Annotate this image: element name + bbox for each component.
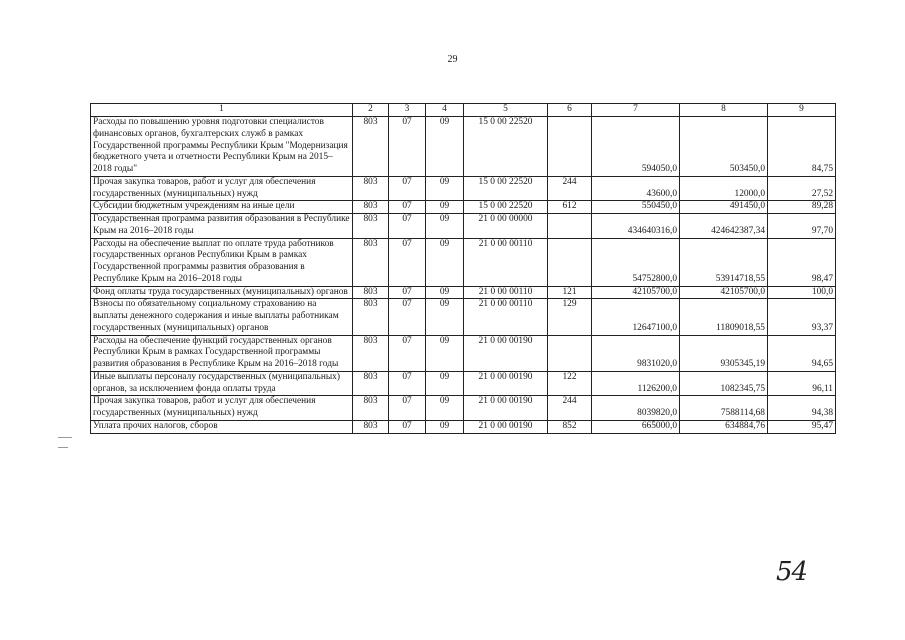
col-ministry-code: 803 [353, 299, 389, 335]
col-section: 07 [389, 117, 426, 177]
col-percent: 94,65 [768, 335, 836, 371]
table-row [91, 299, 836, 335]
col-plan-amount: 8039820,0 [592, 396, 680, 421]
col-ministry-code: 803 [353, 214, 389, 239]
column-header: 8 [680, 104, 768, 117]
col-expense-type: 244 [548, 176, 592, 201]
col-target-article: 21 0 00 00110 [464, 238, 548, 286]
table-row [91, 238, 836, 286]
row-description: Прочая закупка товаров, работ и услуг для обеспечения государственных (муниципальных) нужд [91, 176, 353, 201]
table-row [91, 420, 836, 433]
col-percent: 27,52 [768, 176, 836, 201]
table-row [91, 214, 836, 239]
col-ministry-code: 803 [353, 176, 389, 201]
col-expense-type: 244 [548, 396, 592, 421]
col-target-article: 15 0 00 22520 [464, 176, 548, 201]
col-percent: 100,0 [768, 286, 836, 299]
col-subsection: 09 [426, 420, 464, 433]
col-percent: 84,75 [768, 117, 836, 177]
table-body [91, 117, 836, 434]
margin-mark [58, 437, 72, 438]
row-description: Расходы на обеспечение функций государственных органов Республики Крым в рамках Государственной программы развития образования в Республике Крым на 2016–2018 годы [91, 335, 353, 371]
col-section: 07 [389, 201, 426, 214]
col-target-article: 21 0 00 00190 [464, 396, 548, 421]
col-actual-amount: 634884,76 [680, 420, 768, 433]
col-plan-amount: 550450,0 [592, 201, 680, 214]
col-actual-amount: 7588114,68 [680, 396, 768, 421]
col-subsection: 09 [426, 238, 464, 286]
col-section: 07 [389, 420, 426, 433]
col-expense-type: 121 [548, 286, 592, 299]
column-header: 5 [464, 104, 548, 117]
column-header: 3 [389, 104, 426, 117]
col-expense-type: 612 [548, 201, 592, 214]
col-subsection: 09 [426, 286, 464, 299]
table-row [91, 396, 836, 421]
col-plan-amount: 42105700,0 [592, 286, 680, 299]
col-actual-amount: 53914718,55 [680, 238, 768, 286]
col-subsection: 09 [426, 176, 464, 201]
col-actual-amount: 42105700,0 [680, 286, 768, 299]
col-actual-amount: 424642387,34 [680, 214, 768, 239]
col-ministry-code: 803 [353, 286, 389, 299]
col-percent: 96,11 [768, 371, 836, 396]
row-description: Расходы по повышению уровня подготовки специалистов финансовых органов, бухгалтерских служб в рамках Государственной программы Республики Крым "Модернизация бюджетного учета и отчетности Республики Крым на 2015–2018 годы" [91, 117, 353, 177]
col-plan-amount: 594050,0 [592, 117, 680, 177]
col-section: 07 [389, 238, 426, 286]
col-plan-amount: 43600,0 [592, 176, 680, 201]
col-plan-amount: 12647100,0 [592, 299, 680, 335]
col-expense-type [548, 117, 592, 177]
col-subsection: 09 [426, 201, 464, 214]
col-actual-amount: 503450,0 [680, 117, 768, 177]
col-target-article: 21 0 00 00190 [464, 420, 548, 433]
row-description: Прочая закупка товаров, работ и услуг для обеспечения государственных (муниципальных) нужд [91, 396, 353, 421]
col-ministry-code: 803 [353, 371, 389, 396]
col-ministry-code: 803 [353, 117, 389, 177]
col-section: 07 [389, 371, 426, 396]
col-expense-type [548, 335, 592, 371]
col-subsection: 09 [426, 335, 464, 371]
col-section: 07 [389, 335, 426, 371]
col-percent: 98,47 [768, 238, 836, 286]
table-row [91, 176, 836, 201]
col-subsection: 09 [426, 371, 464, 396]
col-expense-type [548, 214, 592, 239]
row-description: Взносы по обязательному социальному страхованию на выплаты денежного содержания и иные выплаты работникам государственных (муниципальных) органов [91, 299, 353, 335]
column-header: 9 [768, 104, 836, 117]
col-percent: 93,37 [768, 299, 836, 335]
page-number: 29 [447, 54, 458, 65]
col-subsection: 09 [426, 396, 464, 421]
col-section: 07 [389, 214, 426, 239]
col-actual-amount: 12000,0 [680, 176, 768, 201]
table-row [91, 117, 836, 177]
col-target-article: 21 0 00 00000 [464, 214, 548, 239]
column-header: 2 [353, 104, 389, 117]
col-actual-amount: 491450,0 [680, 201, 768, 214]
col-ministry-code: 803 [353, 335, 389, 371]
row-description: Расходы на обеспечение выплат по оплате труда работников государственных органов Республики Крым в рамках Государственной программы развития образования в Республике Крым на 2016–2018 годы [91, 238, 353, 286]
col-target-article: 15 0 00 22520 [464, 201, 548, 214]
handwritten-page-stamp: 54 [776, 557, 808, 587]
col-section: 07 [389, 396, 426, 421]
col-section: 07 [389, 286, 426, 299]
table-header [91, 104, 836, 117]
col-ministry-code: 803 [353, 238, 389, 286]
col-subsection: 09 [426, 214, 464, 239]
col-actual-amount: 11809018,55 [680, 299, 768, 335]
col-plan-amount: 9831020,0 [592, 335, 680, 371]
col-expense-type: 122 [548, 371, 592, 396]
col-plan-amount: 1126200,0 [592, 371, 680, 396]
header-row [91, 104, 836, 117]
col-section: 07 [389, 176, 426, 201]
col-percent: 97,70 [768, 214, 836, 239]
row-description: Фонд оплаты труда государственных (муниципальных) органов [91, 286, 353, 299]
col-target-article: 15 0 00 22520 [464, 117, 548, 177]
column-header: 7 [592, 104, 680, 117]
table-row [91, 201, 836, 214]
col-target-article: 21 0 00 00110 [464, 286, 548, 299]
col-expense-type: 129 [548, 299, 592, 335]
col-plan-amount: 434640316,0 [592, 214, 680, 239]
col-target-article: 21 0 00 00190 [464, 371, 548, 396]
col-percent: 94,38 [768, 396, 836, 421]
column-header: 4 [426, 104, 464, 117]
col-percent: 89,28 [768, 201, 836, 214]
col-plan-amount: 665000,0 [592, 420, 680, 433]
col-actual-amount: 9305345,19 [680, 335, 768, 371]
row-description: Уплата прочих налогов, сборов [91, 420, 353, 433]
table-row [91, 286, 836, 299]
margin-mark [58, 447, 68, 448]
col-target-article: 21 0 00 00110 [464, 299, 548, 335]
col-section: 07 [389, 299, 426, 335]
table-row [91, 335, 836, 371]
column-header: 6 [548, 104, 592, 117]
col-actual-amount: 1082345,75 [680, 371, 768, 396]
row-description: Иные выплаты персоналу государственных (муниципальных) органов, за исключением фонда оплаты труда [91, 371, 353, 396]
col-plan-amount: 54752800,0 [592, 238, 680, 286]
col-subsection: 09 [426, 117, 464, 177]
budget-table [90, 103, 836, 434]
row-description: Государственная программа развития образования в Республике Крым на 2016–2018 годы [91, 214, 353, 239]
col-expense-type [548, 238, 592, 286]
col-subsection: 09 [426, 299, 464, 335]
col-ministry-code: 803 [353, 420, 389, 433]
col-ministry-code: 803 [353, 201, 389, 214]
table-row [91, 371, 836, 396]
col-percent: 95,47 [768, 420, 836, 433]
row-description: Субсидии бюджетным учреждениям на иные цели [91, 201, 353, 214]
col-ministry-code: 803 [353, 396, 389, 421]
col-expense-type: 852 [548, 420, 592, 433]
col-target-article: 21 0 00 00190 [464, 335, 548, 371]
column-header: 1 [91, 104, 353, 117]
